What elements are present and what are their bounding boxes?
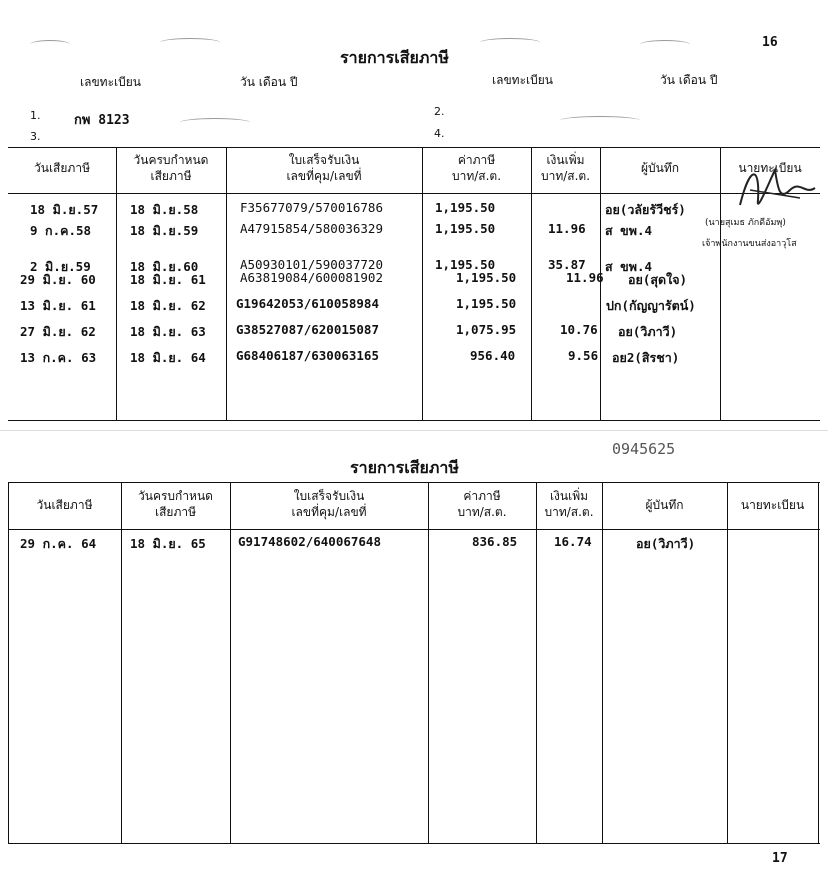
header-receipt: ใบเสร็จรับเงิน เลขที่คุม/เลขที่	[286, 153, 362, 183]
surcharge: 10.76	[560, 322, 598, 337]
reg-label: เลขทะเบียน	[492, 73, 553, 87]
reg-label: เลขทะเบียน	[80, 75, 141, 89]
header-registrar: นายทะเบียน	[740, 498, 805, 512]
table-border	[8, 529, 820, 530]
stamp-name: (นายสุเมธ ภักดีอัมพุ)	[705, 218, 786, 228]
ghost-arc	[560, 116, 640, 125]
due-date: 18 มิ.ย. 61	[130, 272, 206, 287]
receipt-number: G19642053/610058984	[236, 296, 379, 311]
due-date: 18 มิ.ย.60	[130, 259, 199, 274]
due-date: 18 มิ.ย.58	[130, 202, 199, 217]
column-divider	[602, 482, 603, 843]
form-title: รายการเสียภาษี	[350, 458, 459, 477]
surcharge: 35.87	[548, 257, 586, 272]
tax-amount: 836.85	[472, 534, 518, 549]
header-recorder: ผู้บันทึก	[640, 161, 680, 175]
recorder: อย2(สิรชา)	[612, 350, 680, 365]
header-receipt: ใบเสร็จรับเงิน เลขที่คุม/เลขที่	[291, 489, 367, 519]
column-divider	[121, 482, 122, 843]
ghost-arc	[640, 40, 690, 49]
column-divider	[226, 147, 227, 420]
column-divider	[8, 482, 9, 843]
column-divider	[536, 482, 537, 843]
surcharge: 16.74	[554, 534, 592, 549]
ghost-arc	[480, 38, 540, 47]
column-divider	[531, 147, 532, 420]
recorder: ปก(กัญญารัตน์)	[606, 298, 696, 313]
tax-date: 2 มิ.ย.59	[30, 259, 91, 274]
receipt-number: G91748602/640067648	[238, 534, 381, 549]
tax-date: 29 มิ.ย. 60	[20, 272, 96, 287]
page-gap	[0, 430, 828, 431]
ghost-arc	[180, 118, 250, 127]
page-number: 17	[772, 851, 788, 866]
tax-amount: 1,195.50	[435, 221, 496, 236]
table-border	[8, 843, 820, 844]
header-tax-date: วันเสียภาษี	[34, 161, 90, 175]
column-divider	[818, 482, 819, 843]
header-surcharge: เงินเพิ่ม บาท/ส.ต.	[540, 153, 591, 183]
header-tax-amount: ค่าภาษี บาท/ส.ต.	[457, 489, 507, 519]
surcharge: 11.96	[566, 270, 604, 285]
table-border	[8, 482, 820, 483]
tax-date: 13 ก.ค. 63	[20, 350, 97, 365]
surcharge: 11.96	[548, 221, 586, 236]
recorder: อย(วลัยรัวีชร์)	[605, 202, 686, 217]
receipt-number: A50930101/590037720	[240, 257, 383, 272]
form-code: 0945625	[612, 440, 676, 458]
ghost-arc	[30, 40, 70, 49]
column-divider	[720, 147, 721, 420]
tax-date: 9 ก.ค.58	[30, 223, 92, 238]
surcharge: 9.56	[568, 348, 599, 363]
column-divider	[422, 147, 423, 420]
receipt-number: A63819084/600081902	[240, 270, 383, 285]
page-number: 16	[762, 35, 778, 50]
column-divider	[230, 482, 231, 843]
header-registrar: นายทะเบียน	[738, 161, 802, 175]
header-tax-amount: ค่าภาษี บาท/ส.ต.	[451, 153, 502, 183]
header-tax-date: วันเสียภาษี	[36, 498, 93, 512]
header-due-date: วันครบกำหนด เสียภาษี	[133, 153, 209, 183]
recorder: ส ขพ.4	[605, 223, 652, 238]
stamp-title: เจ้าพนักงานขนส่งอาวุโส	[702, 239, 797, 249]
recorder: ส ขพ.4	[605, 259, 652, 274]
header-recorder: ผู้บันทึก	[645, 498, 684, 512]
table-border	[8, 147, 820, 148]
table-border	[8, 420, 820, 421]
slot-number: 2.	[434, 105, 445, 118]
recorder: อย(วิภาวี)	[636, 536, 696, 551]
receipt-number: G38527087/620015087	[236, 322, 379, 337]
tax-date: 18 มิ.ย.57	[30, 202, 99, 217]
tax-amount: 1,195.50	[435, 257, 496, 272]
tax-date: 13 มิ.ย. 61	[20, 298, 96, 313]
plate-number: กพ 8123	[74, 113, 130, 128]
table-border	[8, 193, 820, 194]
date-label: วัน เดือน ปี	[660, 73, 718, 87]
column-divider	[116, 147, 117, 420]
date-label: วัน เดือน ปี	[240, 75, 298, 89]
form-title: รายการเสียภาษี	[340, 48, 449, 67]
slot-number: 4.	[434, 127, 445, 140]
tax-amount: 1,195.50	[435, 200, 496, 215]
column-divider	[727, 482, 728, 843]
column-divider	[428, 482, 429, 843]
ghost-arc	[160, 38, 220, 47]
due-date: 18 มิ.ย. 65	[130, 536, 206, 551]
tax-amount: 956.40	[470, 348, 516, 363]
recorder: อย(สุดใจ)	[628, 272, 688, 287]
header-surcharge: เงินเพิ่ม บาท/ส.ต.	[544, 489, 594, 519]
tax-date: 29 ก.ค. 64	[20, 536, 97, 551]
due-date: 18 มิ.ย. 62	[130, 298, 206, 313]
tax-date: 27 มิ.ย. 62	[20, 324, 96, 339]
due-date: 18 มิ.ย. 63	[130, 324, 206, 339]
tax-amount: 1,195.50	[456, 296, 517, 311]
slot-number: 1.	[30, 109, 41, 122]
tax-amount: 1,075.95	[456, 322, 517, 337]
due-date: 18 มิ.ย. 64	[130, 350, 206, 365]
registrar-signature	[730, 160, 820, 220]
slot-number: 3.	[30, 130, 41, 143]
tax-amount: 1,195.50	[456, 270, 517, 285]
receipt-number: F35677079/570016786	[240, 200, 383, 215]
receipt-number: G68406187/630063165	[236, 348, 379, 363]
recorder: อย(วิภาวี)	[618, 324, 678, 339]
header-due-date: วันครบกำหนด เสียภาษี	[138, 489, 213, 519]
receipt-number: A47915854/580036329	[240, 221, 383, 236]
due-date: 18 มิ.ย.59	[130, 223, 199, 238]
